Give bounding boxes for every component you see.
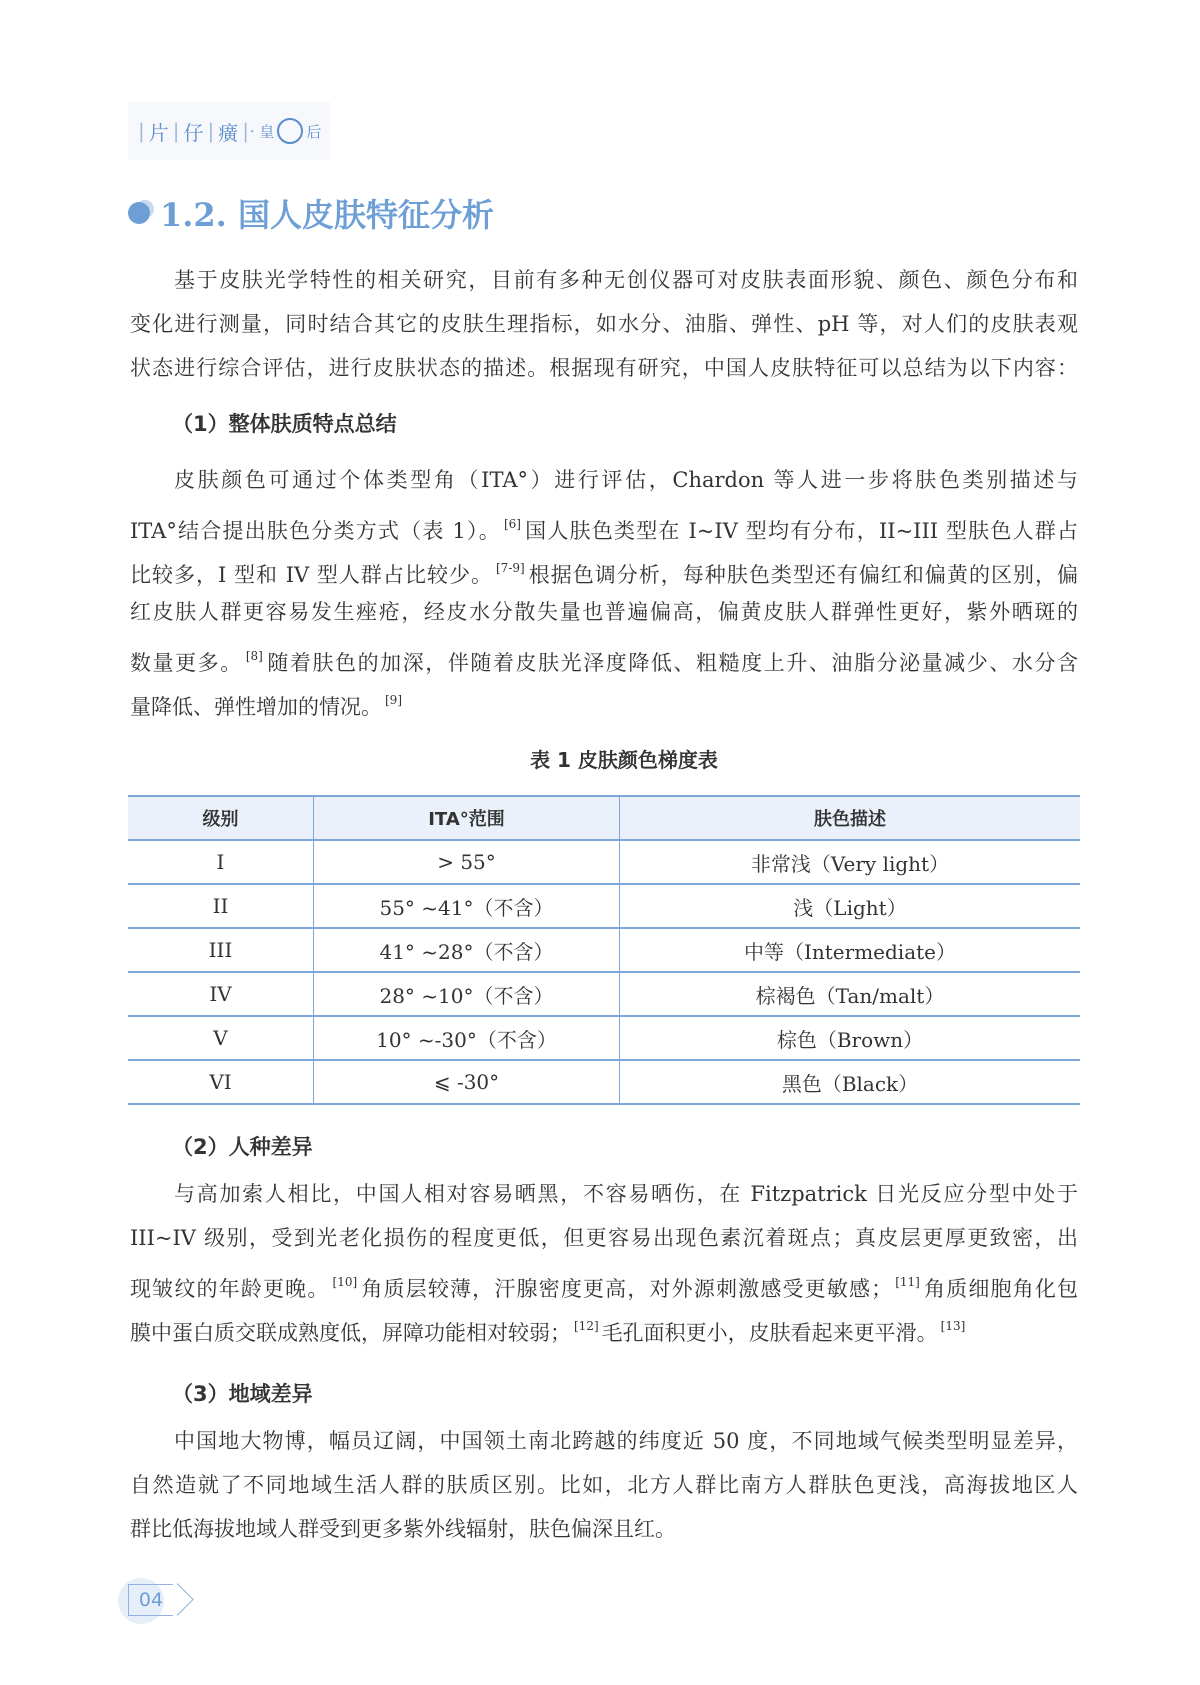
- ita-range-cell: ⩽ -30°: [314, 1060, 620, 1104]
- text-segment: 现皱纹的年龄更晚。: [130, 1277, 330, 1301]
- text-segment: 膜中蛋白质交联成熟度低，屏障功能相对较弱；: [130, 1321, 571, 1345]
- text-line: [130, 1463, 1078, 1507]
- grade-cell: V: [128, 1016, 314, 1060]
- text-segment: 变化进行测量，同时结合其它的皮肤生理指标，如水分、油脂、弹性、pH 等，对人们的皮肤表观: [130, 312, 1078, 336]
- citation-ref: [11]: [895, 1275, 920, 1289]
- text-line: [130, 1172, 1078, 1216]
- text-segment: 随着肤色的加深，伴随着皮肤光泽度降低、粗糙度上升、油脂分泌量减少、水分含: [265, 651, 1079, 675]
- description-cell: 浅（Light）: [620, 884, 1081, 928]
- text-line: [130, 1419, 1078, 1463]
- table-row: [128, 840, 1080, 884]
- table-row: [128, 972, 1080, 1016]
- text-segment: 自然造就了不同地域生活人群的肤质区别。比如，北方人群比南方人群肤色更浅，高海拔地区人: [130, 1473, 1078, 1497]
- logo-text: 癀: [218, 120, 239, 145]
- ita-range-cell: 41° ~28°（不含）: [314, 928, 620, 972]
- text-segment: 红皮肤人群更容易发生痤疮，经皮水分散失量也普遍偏高，偏黄皮肤人群弹性更好，紫外晒斑的: [130, 600, 1078, 624]
- citation-ref: [8]: [245, 649, 263, 663]
- page-number-badge: [118, 1574, 188, 1624]
- queen-q-icon: [277, 118, 303, 144]
- text-segment: 角质细胞角化包: [922, 1277, 1079, 1301]
- paragraph-intro: [130, 258, 1078, 390]
- text-segment: III~IV 级别，受到光老化损伤的程度更低，但更容易出现色素沉着斑点；真皮层更厚更致密，出: [130, 1226, 1078, 1250]
- bullet-dot-icon: [128, 202, 150, 224]
- text-line: [130, 678, 1078, 722]
- logo-text: 皇: [259, 122, 275, 141]
- text-line: [130, 1304, 1078, 1348]
- text-line: [130, 1260, 1078, 1304]
- text-segment: 比较多，I 型和 IV 型人群占比较少。: [130, 563, 493, 587]
- text-segment: 基于皮肤光学特性的相关研究，目前有多种无创仪器可对皮肤表面形貌、颜色、颜色分布和: [174, 268, 1078, 292]
- citation-ref: [6]: [503, 517, 521, 531]
- table-row: [128, 884, 1080, 928]
- table-caption: 表 1 皮肤颜色梯度表: [530, 748, 718, 772]
- section-title: [128, 190, 494, 236]
- table-row: [128, 1060, 1080, 1104]
- text-segment: 根据色调分析，每种肤色类型还有偏红和偏黄的区别，偏: [527, 563, 1079, 587]
- text-segment: 毛孔面积更小，皮肤看起来更平滑。: [601, 1321, 938, 1345]
- paragraph-region: [130, 1419, 1078, 1551]
- text-segment: 状态进行综合评估，进行皮肤状态的描述。根据现有研究，中国人皮肤特征可以总结为以下内容：: [130, 356, 1078, 380]
- citation-ref: [10]: [332, 1275, 358, 1289]
- description-cell: 非常浅（Very light）: [620, 840, 1081, 884]
- logo-text: 后: [306, 122, 322, 141]
- section-title-text: 1.2. 国人皮肤特征分析: [160, 196, 494, 234]
- text-line: [130, 258, 1078, 302]
- text-line: [130, 1216, 1078, 1260]
- ita-range-cell: 10° ~-30°（不含）: [314, 1016, 620, 1060]
- grade-cell: I: [128, 840, 314, 884]
- text-line: [130, 458, 1078, 502]
- description-cell: 棕色（Brown）: [620, 1016, 1081, 1060]
- paragraph-race: [130, 1172, 1078, 1348]
- text-line: [130, 502, 1078, 546]
- text-line: [130, 634, 1078, 678]
- text-segment: ITA°结合提出肤色分类方式（表 1）。: [130, 519, 501, 543]
- text-segment: 群比低海拔地域人群受到更多紫外线辐射，肤色偏深且红。: [130, 1517, 676, 1541]
- text-segment: 皮肤颜色可通过个体类型角（ITA°）进行评估，Chardon 等人进一步将肤色类别描述与: [174, 468, 1078, 492]
- text-segment: 国人肤色类型在 I~IV 型均有分布，II~III 型肤色人群占: [523, 519, 1079, 543]
- logo-text: 仔: [183, 120, 204, 145]
- text-line: [130, 590, 1078, 634]
- subheading-overall: （1）整体肤质特点总结: [172, 412, 397, 436]
- text-line: [130, 302, 1078, 346]
- subheading-region: （3）地域差异: [172, 1382, 313, 1406]
- page-number: 04: [128, 1584, 173, 1616]
- description-cell: 黑色（Black）: [620, 1060, 1081, 1104]
- table-header-row: [128, 796, 1080, 840]
- citation-ref: [12]: [574, 1319, 599, 1333]
- column-header: 级别: [128, 796, 314, 840]
- text-segment: 数量更多。: [130, 651, 243, 675]
- paragraph-skin-color: [130, 458, 1078, 722]
- text-segment: 量降低、弹性增加的情况。: [130, 695, 382, 719]
- text-line: [130, 546, 1078, 590]
- subheading-race: （2）人种差异: [172, 1135, 313, 1159]
- grade-cell: VI: [128, 1060, 314, 1104]
- brand-logo: | 片 | 仔 | 癀 |· 皇 后: [128, 102, 330, 160]
- text-line: [130, 346, 1078, 390]
- citation-ref: [9]: [385, 693, 402, 707]
- text-segment: 中国地大物博，幅员辽阔，中国领土南北跨越的纬度近 50 度，不同地域气候类型明显差异，: [174, 1429, 1078, 1453]
- ita-range-cell: 55° ~41°（不含）: [314, 884, 620, 928]
- description-cell: 中等（Intermediate）: [620, 928, 1081, 972]
- logo-text: 片: [148, 120, 169, 145]
- grade-cell: IV: [128, 972, 314, 1016]
- table-row: [128, 1016, 1080, 1060]
- description-cell: 棕褐色（Tan/malt）: [620, 972, 1081, 1016]
- skin-color-table: [128, 795, 1080, 1105]
- table-row: [128, 928, 1080, 972]
- text-line: [130, 1507, 1078, 1551]
- grade-cell: II: [128, 884, 314, 928]
- column-header: ITA°范围: [314, 796, 620, 840]
- citation-ref: [13]: [940, 1319, 966, 1333]
- ita-range-cell: 28° ~10°（不含）: [314, 972, 620, 1016]
- ita-range-cell: > 55°: [314, 840, 620, 884]
- citation-ref: [7-9]: [496, 561, 525, 575]
- text-segment: 角质层较薄，汗腺密度更高，对外源刺激感受更敏感；: [360, 1277, 893, 1301]
- grade-cell: III: [128, 928, 314, 972]
- column-header: 肤色描述: [620, 796, 1081, 840]
- text-segment: 与高加索人相比，中国人相对容易晒黑，不容易晒伤，在 Fitzpatrick 日光反应分型中处于: [174, 1182, 1078, 1206]
